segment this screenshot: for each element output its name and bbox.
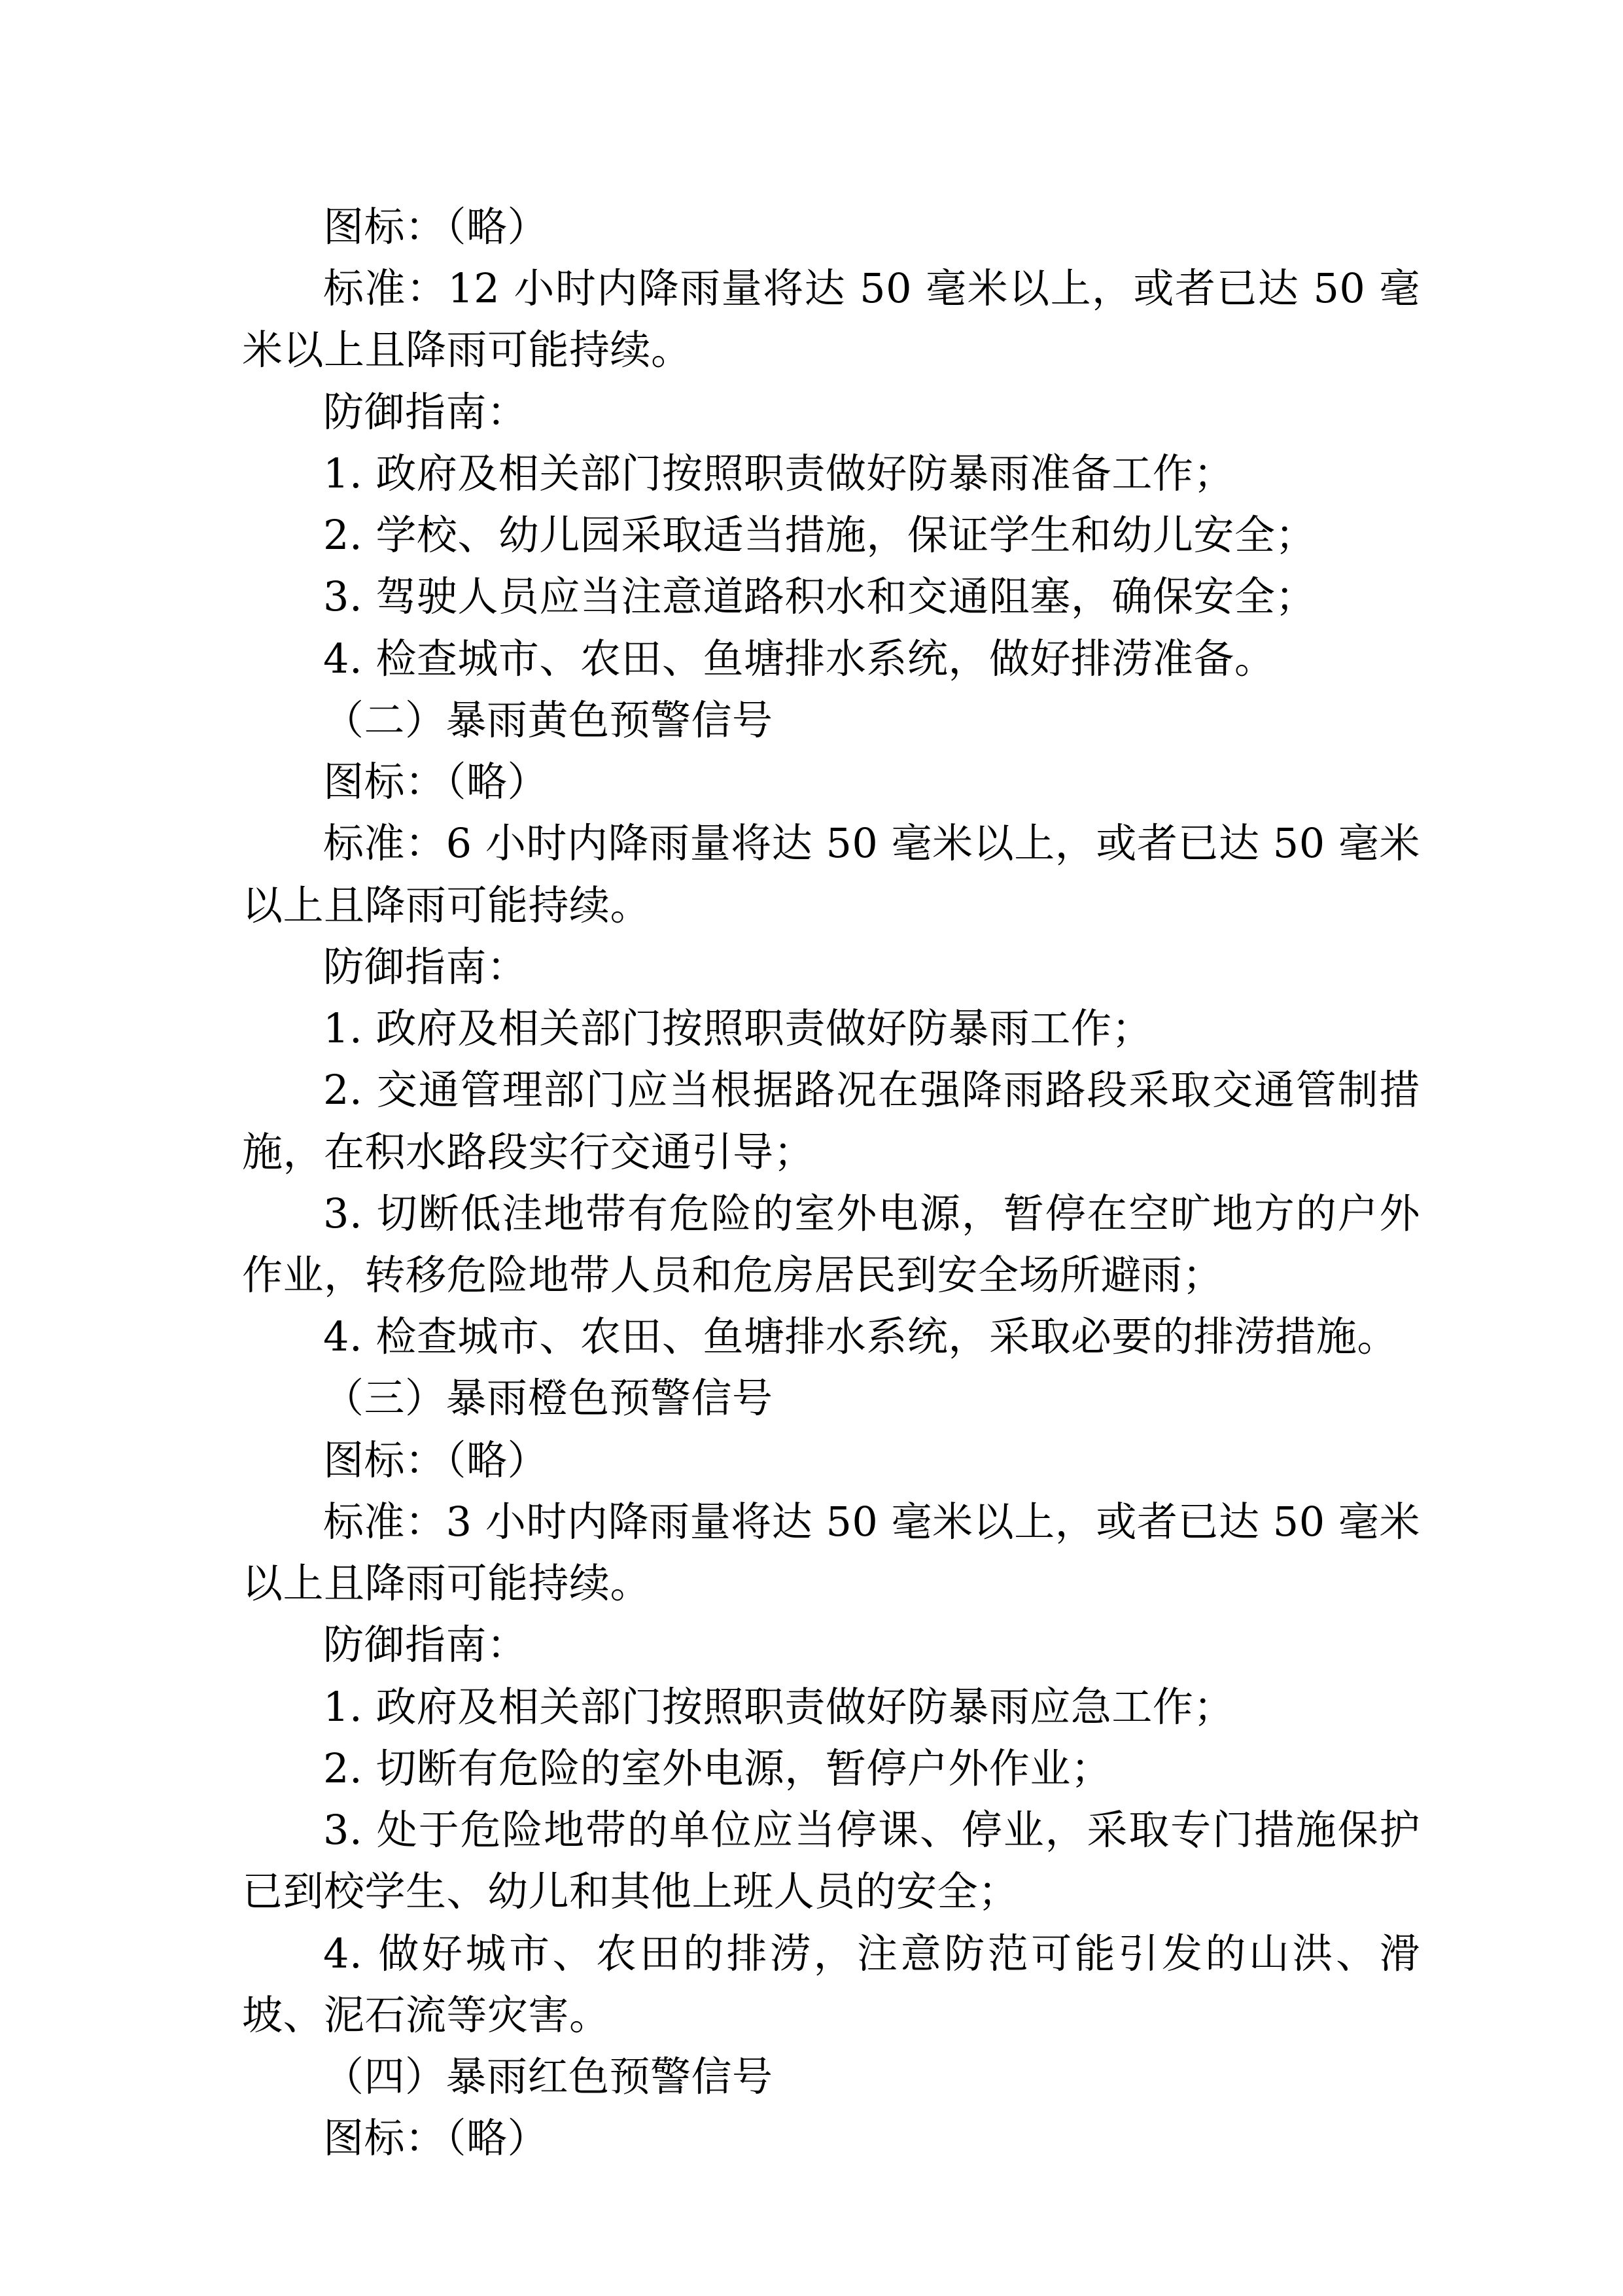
paragraph: 3. 驾驶人员应当注意道路积水和交通阻塞，确保安全； xyxy=(323,573,1316,621)
paragraph: 2. 学校、幼儿园采取适当措施，保证学生和幼儿安全； xyxy=(323,511,1316,559)
paragraph: 2. 切断有危险的室外电源，暂停户外作业； xyxy=(323,1744,1112,1792)
document-body xyxy=(242,196,1420,2170)
paragraph: 1. 政府及相关部门按照职责做好防暴雨工作； xyxy=(323,1004,1153,1053)
paragraph: 图标：（略） xyxy=(323,203,549,251)
paragraph: 标准：3 小时内降雨量将达 50 毫米以上，或者已达 50 毫米以上且降雨可能持续。 xyxy=(242,1497,1420,1608)
paragraph: 1. 政府及相关部门按照职责做好防暴雨应急工作； xyxy=(323,1682,1234,1731)
paragraph: 标准：12 小时内降雨量将达 50 毫米以上，或者已达 50 毫米以上且降雨可能持续。 xyxy=(242,264,1420,374)
paragraph: 防御指南： xyxy=(323,387,528,436)
section-heading: （三）暴雨橙色预警信号 xyxy=(323,1374,773,1422)
paragraph: 3. 切断低洼地带有危险的室外电源，暂停在空旷地方的户外作业，转移危险地带人员和危房居民到安全场所避雨； xyxy=(242,1189,1420,1299)
paragraph: 2. 交通管理部门应当根据路况在强降雨路段采取交通管制措施，在积水路段实行交通引导； xyxy=(242,1066,1420,1176)
paragraph: 图标：（略） xyxy=(323,758,549,806)
paragraph: 4. 做好城市、农田的排涝，注意防范可能引发的山洪、滑坡、泥石流等灾害。 xyxy=(242,1929,1420,2039)
paragraph: 4. 检查城市、农田、鱼塘排水系统，做好排涝准备。 xyxy=(323,634,1276,682)
paragraph: 防御指南： xyxy=(323,942,528,991)
paragraph: 标准：6 小时内降雨量将达 50 毫米以上，或者已达 50 毫米以上且降雨可能持续。 xyxy=(242,819,1420,929)
paragraph: 4. 检查城市、农田、鱼塘排水系统，采取必要的排涝措施。 xyxy=(323,1313,1398,1361)
paragraph: 3. 处于危险地带的单位应当停课、停业，采取专门措施保护已到校学生、幼儿和其他上班人员的安全； xyxy=(242,1806,1420,1916)
paragraph: 1. 政府及相关部门按照职责做好防暴雨准备工作； xyxy=(323,449,1234,497)
paragraph: 图标：（略） xyxy=(323,2114,549,2163)
section-heading: （二）暴雨黄色预警信号 xyxy=(323,696,773,744)
section-heading: （四）暴雨红色预警信号 xyxy=(323,2053,773,2101)
paragraph: 防御指南： xyxy=(323,1621,528,1669)
paragraph: 图标：（略） xyxy=(323,1436,549,1484)
